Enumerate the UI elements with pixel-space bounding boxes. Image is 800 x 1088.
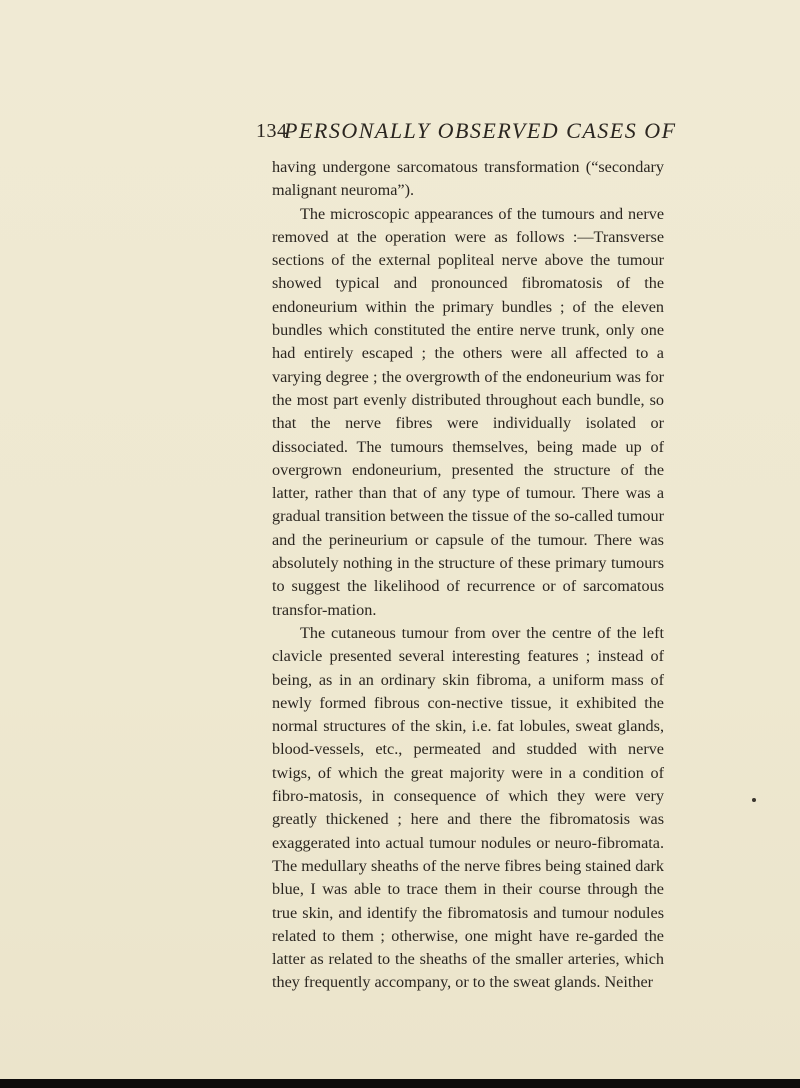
body-text — [272, 156, 664, 995]
paragraph-2: The microscopic appearances of the tumours and nerve removed at the operation were as follows :—Transverse sections of the external popliteal nerve above the tumour showed typical and pronounced fibromatosis of the endoneurium within the primary bundles ; of the eleven bundles which constituted the entire nerve trunk, only one had entirely escaped ; the others were all affected to a varying degree ; the overgrowth of the endoneurium was for the most part evenly distributed throughout each bundle, so that the nerve fibres were individually isolated or dissociated. The tumours themselves, being made up of overgrown endoneurium, presented the structure of the latter, rather than that of any type of tumour. There was a gradual transition between the tissue of the so-called tumour and the perineurium or capsule of the tumour. There was absolutely nothing in the structure of these primary tumours to suggest the likelihood of recurrence or of sarcomatous transfor-mation. — [272, 204, 664, 619]
running-title: PERSONALLY OBSERVED CASES OF — [284, 118, 677, 143]
paragraph-1: having undergone sarcomatous transformation (“secondary malignant neuroma”). — [272, 158, 664, 200]
scan-edge-bar — [0, 1079, 800, 1088]
ink-speck — [752, 798, 756, 802]
paragraph-3: The cutaneous tumour from over the centre of the left clavicle presented several interesting features ; instead of being, as in an ordinary skin fibroma, a uniform mass of newly formed fibrous con-nective tissue, it exhibited the normal structures of the skin, i.e. fat lobules, sweat glands, blood-vessels, etc., permeated and studded with nerve twigs, of which the great majority were in a condition of fibro-matosis, in consequence of which they were very greatly thickened ; here and there the fibromatosis was exaggerated into actual tumour nodules or neuro-fibromata. The medullary sheaths of the nerve fibres being stained dark blue, I was able to trace them in their course through the true skin, and identify the fibromatosis and tumour nodules related to them ; otherwise, one might have re-garded the latter as related to the sheaths of the smaller arteries, which they frequently accompany, or to the sweat glands. Neither — [272, 623, 664, 992]
page-number: 134 — [256, 120, 288, 142]
page-header — [256, 118, 676, 146]
